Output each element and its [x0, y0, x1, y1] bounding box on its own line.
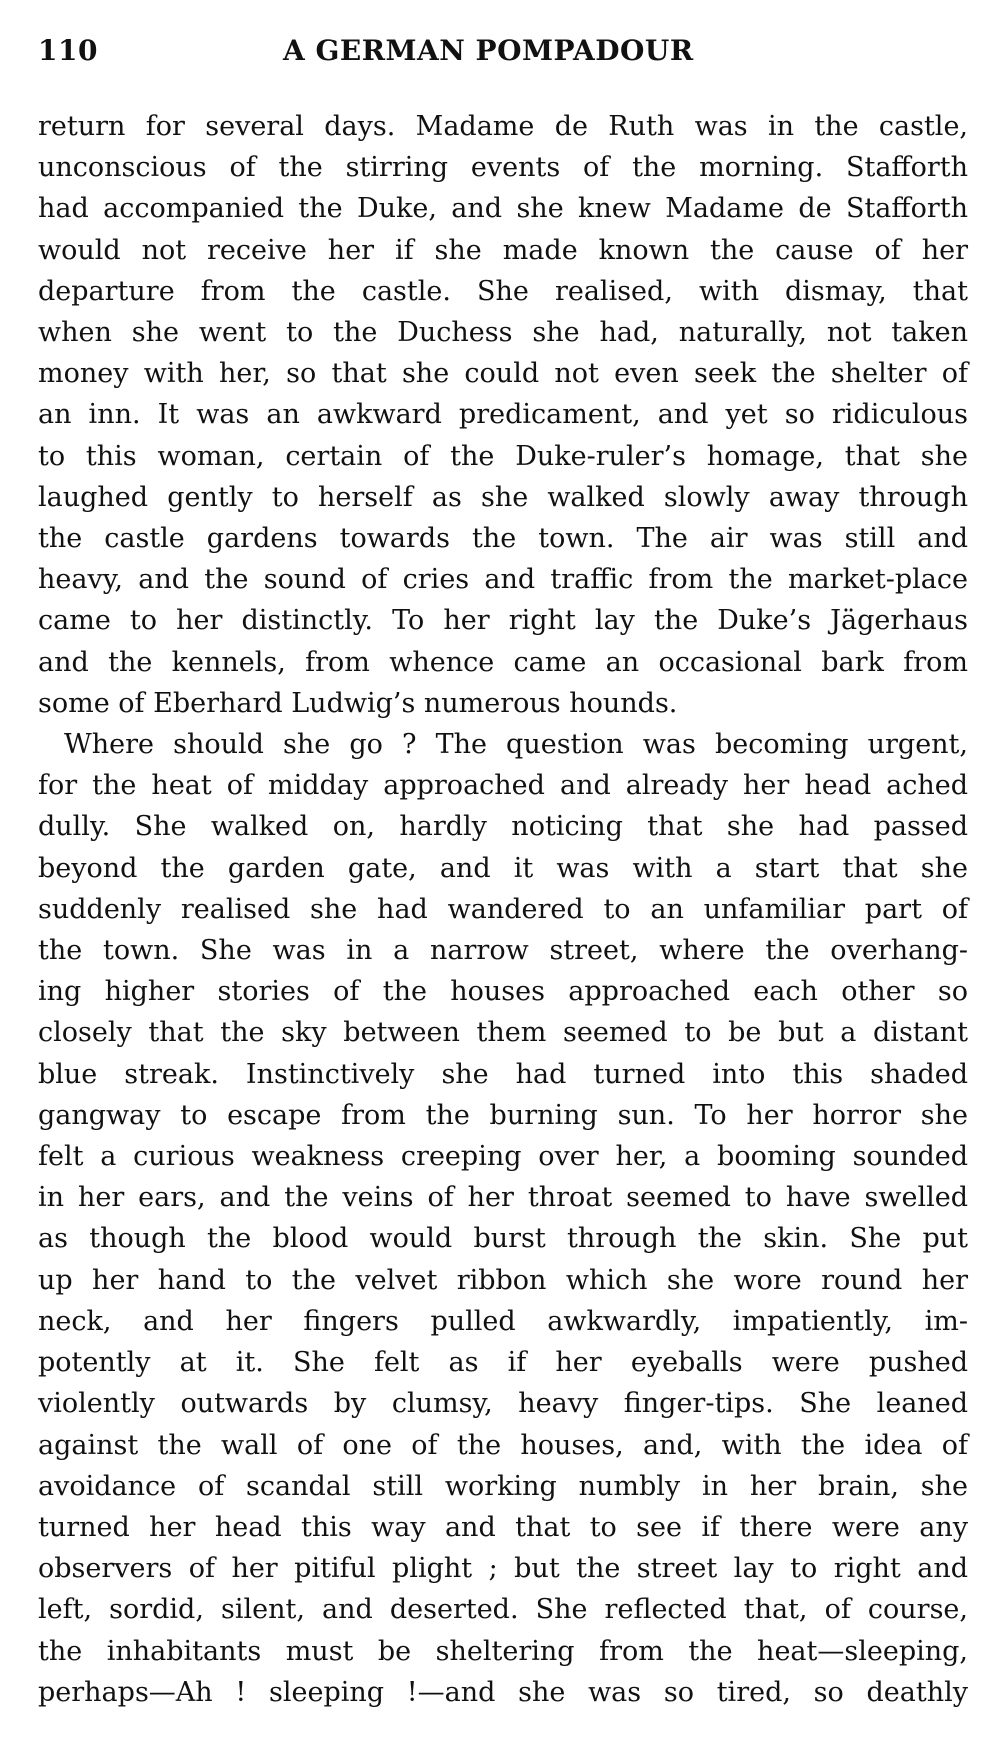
text-line: left, sordid, silent, and deserted. She reflected that, of course,: [38, 1594, 968, 1626]
page-number: 110: [38, 34, 98, 67]
text-line: against the wall of one of the houses, and, with the idea of: [38, 1429, 968, 1461]
page-header: [38, 28, 968, 72]
text-line: neck, and her fingers pulled awkwardly, impatiently, im-: [38, 1305, 968, 1337]
text-line: came to her distinctly. To her right lay the Duke’s Jägerhaus: [38, 605, 968, 637]
text-line: suddenly realised she had wandered to an unfamiliar part of: [38, 893, 968, 925]
text-line: ing higher stories of the houses approached each other so: [38, 976, 968, 1008]
text-line: turned her head this way and that to see if there were any: [38, 1511, 968, 1543]
text-line: the inhabitants must be sheltering from the heat—sleeping,: [38, 1635, 968, 1667]
body-text: [38, 106, 968, 1713]
text-line: observers of her pitiful plight ; but the street lay to right and: [38, 1553, 968, 1585]
text-line: as though the blood would burst through the skin. She put: [38, 1223, 968, 1255]
text-line: laughed gently to herself as she walked slowly away through: [38, 481, 968, 513]
text-line: potently at it. She felt as if her eyeballs were pushed: [38, 1347, 968, 1379]
text-line: dully. She walked on, hardly noticing that she had passed: [38, 811, 968, 843]
paragraph-first-line: Where should she go ? The question was becoming urgent,: [64, 729, 968, 761]
text-line: when she went to the Duchess she had, naturally, not taken: [38, 317, 968, 349]
running-title: A GERMAN POMPADOUR: [283, 34, 694, 67]
text-line: up her hand to the velvet ribbon which she wore round her: [38, 1264, 968, 1296]
text-line: closely that the sky between them seemed to be but a distant: [38, 1017, 968, 1049]
text-line: heavy, and the sound of cries and traffic from the market-place: [38, 564, 968, 596]
text-line: money with her, so that she could not even seek the shelter of: [38, 358, 968, 390]
text-line: return for several days. Madame de Ruth was in the castle,: [38, 111, 968, 142]
text-line: in her ears, and the veins of her throat seemed to have swelled: [38, 1182, 968, 1214]
text-line: an inn. It was an awkward predicament, and yet so ridiculous: [38, 399, 968, 431]
text-line: gangway to escape from the burning sun. To her horror she: [38, 1099, 968, 1131]
text-line: blue streak. Instinctively she had turned into this shaded: [38, 1058, 968, 1090]
text-line: the castle gardens towards the town. The air was still and: [38, 523, 968, 555]
text-line: beyond the garden gate, and it was with a start that she: [38, 852, 968, 884]
text-line: the town. She was in a narrow street, where the overhang-: [38, 935, 968, 967]
text-line: would not receive her if she made known the cause of her: [38, 234, 968, 266]
text-line: avoidance of scandal still working numbly in her brain, she: [38, 1470, 968, 1502]
text-line: perhaps—Ah ! sleeping !—and she was so tired, so deathly: [38, 1676, 968, 1708]
text-line: and the kennels, from whence came an occasional bark from: [38, 646, 968, 678]
text-line: departure from the castle. She realised, with dismay, that: [38, 275, 968, 307]
text-line: felt a curious weakness creeping over her, a booming sounded: [38, 1141, 968, 1173]
text-line: violently outwards by clumsy, heavy finger-tips. She leaned: [38, 1388, 968, 1420]
text-line: for the heat of midday approached and already her head ached: [38, 770, 968, 802]
text-line: unconscious of the stirring events of the morning. Stafforth: [38, 152, 968, 184]
book-page: [38, 28, 968, 1713]
text-line: to this woman, certain of the Duke-ruler’s homage, that she: [38, 440, 968, 472]
text-line: had accompanied the Duke, and she knew Madame de Stafforth: [38, 193, 968, 225]
paragraph-last-line: some of Eberhard Ludwig’s numerous hounds.: [38, 687, 678, 719]
